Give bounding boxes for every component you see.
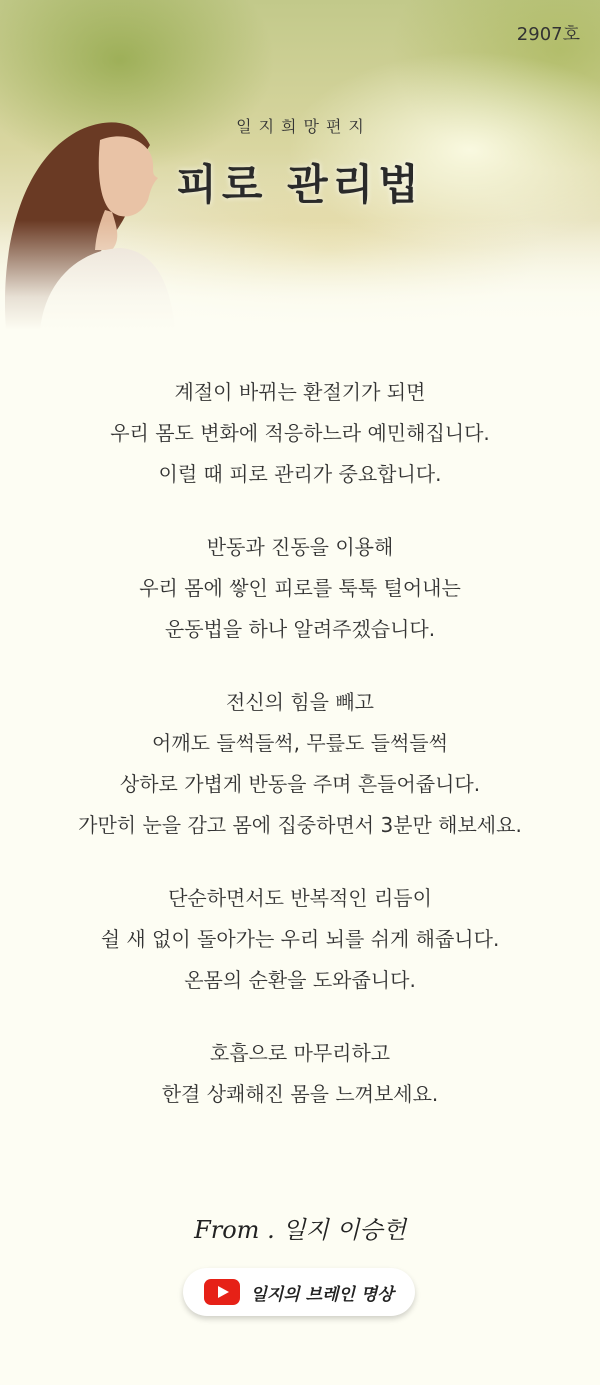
paragraph — [0, 682, 600, 846]
series-subtitle: 일지희망편지 — [236, 117, 371, 136]
text-line: 계절이 바뀌는 환절기가 되면 — [174, 380, 426, 404]
youtube-play-icon — [204, 1279, 240, 1305]
signature: From . 일지 이승헌 — [194, 1216, 406, 1244]
text-line: 단순하면서도 반복적인 리듬이 — [168, 886, 432, 910]
paragraph — [0, 878, 600, 1001]
text-line: 쉴 새 없이 돌아가는 우리 뇌를 쉬게 해줍니다. — [100, 927, 500, 951]
text-line: 호흡으로 마무리하고 — [209, 1041, 391, 1065]
text-line: 어깨도 들썩들썩, 무릎도 들썩들썩 — [152, 731, 448, 755]
text-line: 온몸의 순환을 도와줍니다. — [184, 968, 416, 992]
youtube-channel-label: 일지의 브레인 명상 — [250, 1284, 394, 1305]
paragraph — [0, 527, 600, 650]
text-line: 한결 상쾌해진 몸을 느껴보세요. — [161, 1082, 439, 1106]
text-line: 가만히 눈을 감고 몸에 집중하면서 3분만 해보세요. — [78, 813, 522, 837]
text-line: 반동과 진동을 이용해 — [206, 535, 394, 559]
text-line: 전신의 힘을 빼고 — [226, 690, 374, 714]
text-line: 상하로 가볍게 반동을 주며 흔들어줍니다. — [119, 772, 481, 796]
paragraph — [0, 372, 600, 495]
header-banner — [0, 0, 600, 330]
text-line: 이럴 때 피로 관리가 중요합니다. — [158, 462, 442, 486]
issue-number: 2907호 — [516, 24, 580, 45]
text-line: 우리 몸에 쌓인 피로를 툭툭 털어내는 — [139, 576, 461, 600]
letter-body — [0, 372, 600, 1147]
youtube-channel-button[interactable] — [183, 1268, 415, 1316]
text-line: 우리 몸도 변화에 적응하느라 예민해집니다. — [110, 421, 490, 445]
page-title: 피로 관리법 — [176, 160, 424, 209]
text-line: 운동법을 하나 알려주겠습니다. — [164, 617, 436, 641]
header-fade — [0, 220, 600, 330]
paragraph — [0, 1033, 600, 1115]
